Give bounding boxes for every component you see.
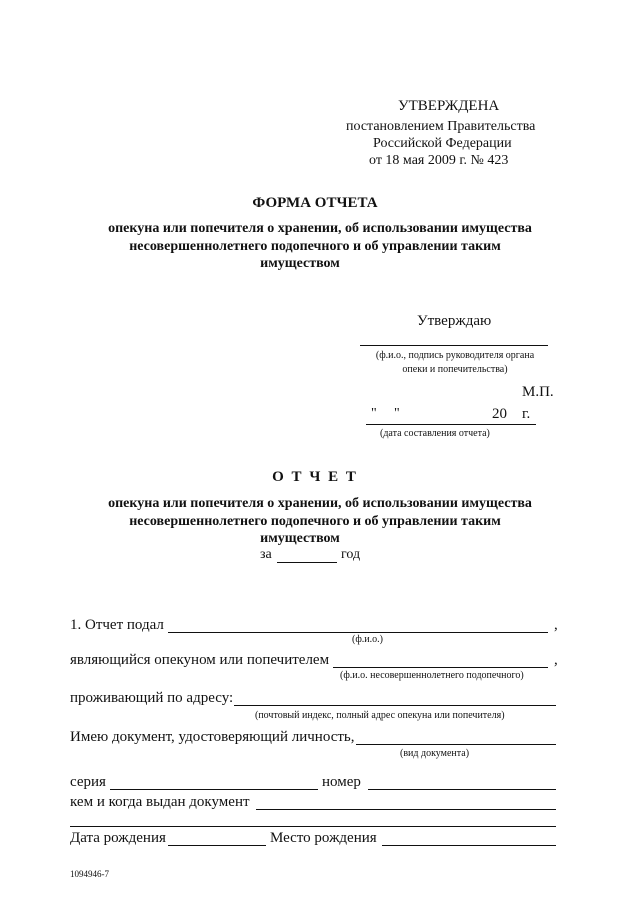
birth-date-line[interactable] [168,845,266,846]
report-subtitle-3: имуществом [260,531,340,546]
issued-label: кем и когда выдан документ [70,794,250,810]
report-subtitle-1: опекуна или попечителя о хранении, об использовании имущества [108,496,532,511]
approve-label: Утверждаю [417,313,492,329]
ward-name-line[interactable] [333,667,548,668]
seal-label: М.П. [522,384,554,400]
guardian-caption: (ф.и.о. несовершеннолетнего подопечного) [340,670,524,681]
number-line[interactable] [368,789,556,790]
document-code: 1094946-7 [70,869,109,879]
approval-line-2: Российской Федерации [373,136,512,151]
guardian-label: являющийся опекуном или попечителем [70,652,330,668]
form-title: ФОРМА ОТЧЕТА [252,195,378,211]
approver-caption-1: (ф.и.о., подпись руководителя органа [375,350,535,361]
address-caption: (почтовый индекс, полный адрес опекуна или попечителя) [255,710,505,721]
date-year-prefix: 20 [492,406,507,422]
submitter-caption: (ф.и.о.) [352,634,383,645]
issued-line[interactable] [256,809,556,810]
birth-date-label: Дата рождения [70,830,166,846]
form-subtitle-1: опекуна или попечителя о хранении, об использовании имущества [108,221,532,236]
approver-signature-line[interactable] [360,345,548,346]
form-subtitle-2: несовершеннолетнего подопечного и об управлении таким [129,239,501,254]
submitter-name-line[interactable] [168,632,548,633]
form-subtitle-3: имуществом [260,256,340,271]
birth-place-label: Место рождения [270,830,377,846]
submitted-label: 1. Отчет подал [70,617,164,633]
report-period-prefix: за [260,547,272,562]
number-label: номер [322,774,361,790]
id-doc-label: Имею документ, удостоверяющий личность, [70,729,355,745]
series-line[interactable] [110,789,318,790]
section-divider [70,826,556,827]
id-doc-caption: (вид документа) [400,748,470,759]
approval-title: УТВЕРЖДЕНА [398,98,500,114]
submitter-comma: , [554,617,558,633]
date-year-suffix: г. [522,406,531,422]
address-line[interactable] [234,705,556,706]
date-quote-open: " [371,406,377,421]
report-date-caption: (дата составления отчета) [380,428,490,439]
report-title: О Т Ч Е Т [272,469,358,485]
address-label: проживающий по адресу: [70,690,234,706]
report-subtitle-2: несовершеннолетнего подопечного и об управлении таким [129,514,501,529]
birth-place-line[interactable] [382,845,556,846]
report-date-line[interactable] [366,424,536,425]
approval-line-3: от 18 мая 2009 г. № 423 [369,153,509,168]
report-period-suffix: год [341,547,361,562]
id-doc-line[interactable] [356,744,556,745]
date-quote-close: " [394,406,400,421]
report-year-line[interactable] [277,562,337,563]
series-label: серия [70,774,106,790]
approval-line-1: постановлением Правительства [346,119,536,134]
approver-caption-2: опеки и попечительства) [402,364,508,375]
guardian-comma: , [554,652,558,668]
